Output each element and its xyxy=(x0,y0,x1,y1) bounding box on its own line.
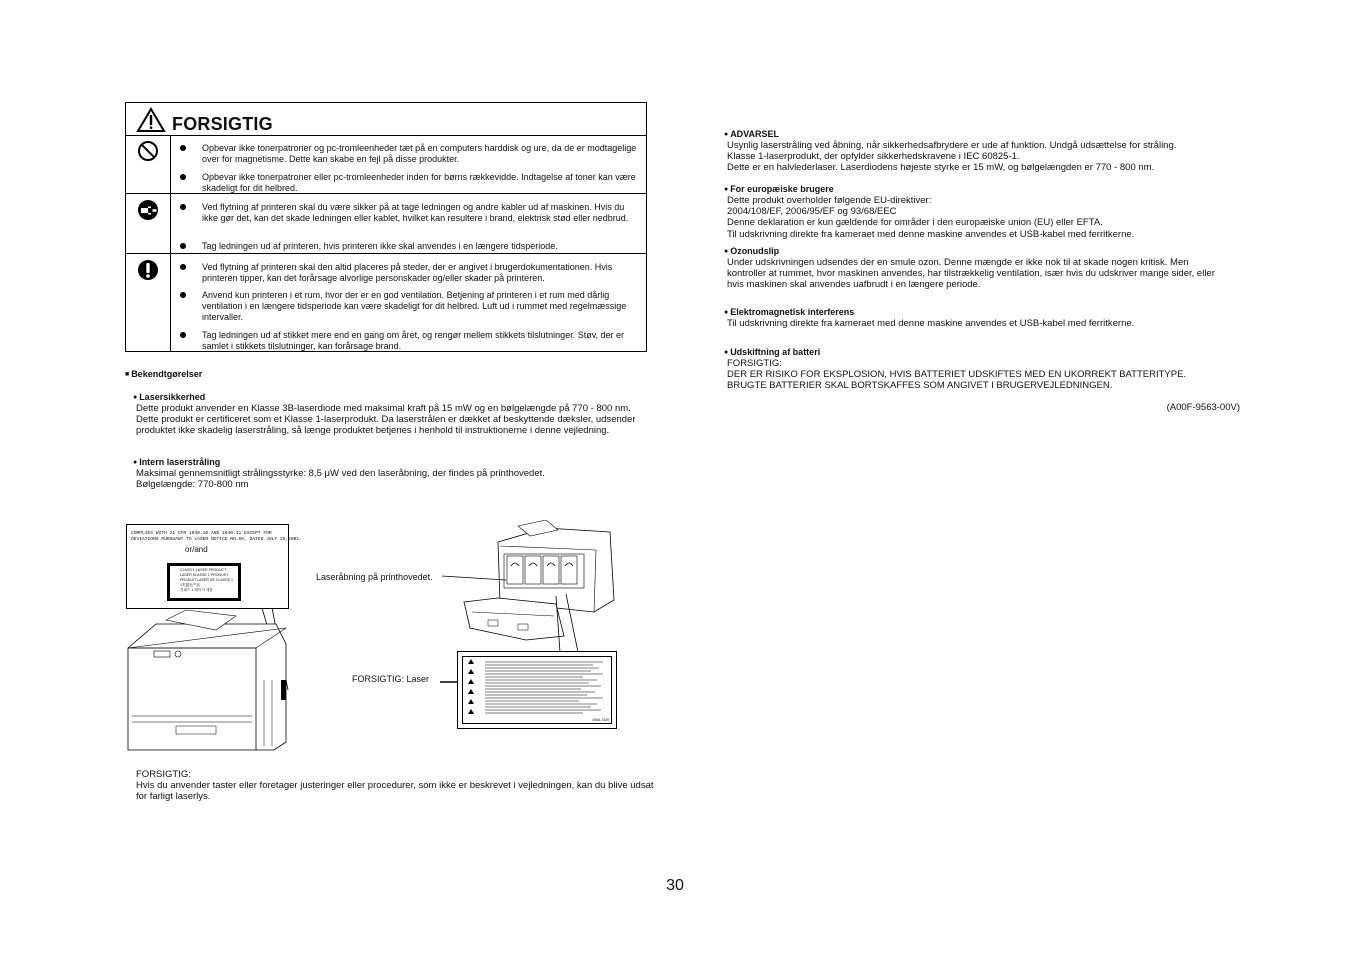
internal-laser-body: Maksimal gennemsnitligt strålingsstyrke: 8,5 μW ved den laseråbning, der findes på printhovedet. Bølgelængde: 770-800 nm xyxy=(136,468,545,491)
emi-heading: ● Elektromagnetisk interferens xyxy=(724,307,854,318)
printer-illustration xyxy=(126,520,626,770)
battery-heading: ● Udskiftning af batteri xyxy=(724,347,820,358)
page-number: 30 xyxy=(666,877,684,894)
laser-safety-body: Dette produkt anvender en Klasse 3B-laserdiode med maksimal kraft på 15 mW og en bølgelængde på 770 - 800 nm. Dette produkt er certificeret som et Klasse 1-laserprodukt. Da laserstrålen er dækket af beskyttende dæksler, udsender produktet ikke skadelig laserstråling, så længe produktet betjenes i henhold til instruktionerne i denne vejledning. xyxy=(136,403,636,437)
caution-title: FORSIGTIG xyxy=(172,114,273,134)
ozone-heading: ● Ozonudslip xyxy=(724,246,779,257)
caution-laser-label: FORSIGTIG: Laser xyxy=(352,674,430,684)
laser-safety-heading: ● Lasersikkerhed xyxy=(133,392,205,403)
battery-body: FORSIGTIG: DER ER RISIKO FOR EKSPLOSION, HVIS BATTERIET UDSKIFTES MED EN UKORREKT BATTERITYPE. BRUGTE BATTERIER SKAL BORTSKAFFES SOM ANGIVET I BRUGERVEJLEDNINGEN. xyxy=(727,358,1187,392)
eu-users-heading: ● For europæiske brugere xyxy=(724,184,834,195)
certification-label: COMPLIES WITH 21 CFR 1040.10 AND 1040.11 EXCEPT FOR DEVIATIONS PURSUANT TO LASER NOTICE NO.50, DATED JULY 26,2001. or/and CLASS 1 LASER PRODUCT LASER KLASSE 1 PRODUKT PRODUIT LASER DE CLASSE 1 1类激光产品 클래스 1 레이저 제품 xyxy=(126,524,289,609)
laser-label-diagram xyxy=(126,520,626,770)
section-title: ■ Bekendtgørelser xyxy=(125,369,203,379)
warning-triangle-icon xyxy=(136,107,166,133)
or-and-label: or/and xyxy=(185,545,208,554)
caution-header xyxy=(126,103,646,136)
laser-warning-label: 4066-7449 xyxy=(457,651,617,729)
caution-row-storage: Opbevar ikke tonerpatroner og pc-tromleenheder tæt på en computers harddisk og ure, da de er modtagelige over for magnetisme. Dette kan skabe en fejl på disse produkter. Opbevar ikke tonerpatroner eller pc-tromleenheder inden for børns rækkevidde. Indtagelse af toner kan være skadeligt for dit helbred. xyxy=(126,135,646,194)
advarsel-body: Usynlig laserstråling ved åbning, når sikkerhedsafbrydere er ude af funktion. Undgå udsættelse for stråling. Klasse 1-laserprodukt, der opfylder sikkerhedskravene i IEC 60825-1. Dette er en halvlederlaser. Laserdiodens højeste styrke er 15 mW, og bølgelængden er 770 - 800 nm. xyxy=(727,140,1177,174)
caution-box xyxy=(125,102,647,352)
unplug-icon xyxy=(137,199,159,221)
emi-body: Til udskrivning direkte fra kameraet med denne maskine anvendes et USB-kabel med ferritkerne. xyxy=(727,318,1135,329)
footer-caution: FORSIGTIG: Hvis du anvender taster eller foretager justeringer eller procedurer, som ikke er beskrevet i vejledningen, kan du blive udsat for farligt laserlys. xyxy=(136,769,654,803)
document-code: (A00F-9563-00V) xyxy=(1166,402,1240,413)
advarsel-heading: ● ADVARSEL xyxy=(724,129,779,140)
class-1-label: CLASS 1 LASER PRODUCT LASER KLASSE 1 PRODUKT PRODUIT LASER DE CLASSE 1 1类激光产品 클래스 1 레이저 제품 xyxy=(167,563,241,601)
exclamation-icon xyxy=(137,259,159,281)
caution-row-unplug: Ved flytning af printeren skal du være sikker på at tage ledningen og andre kabler ud af maskinen. Hvis du ikke gør det, kan det skade ledningen eller kablet, hvilket kan resultere i brand, elektrisk stød eller nedbrud. Tag ledningen ud af printeren, hvis printeren ikke skal anvendes i en længere tidsperiode. xyxy=(126,194,646,254)
prohibition-icon xyxy=(137,140,159,162)
laser-opening-label: Laseråbning på printhovedet. xyxy=(316,572,433,582)
eu-users-body: Dette produkt overholder følgende EU-direktiver: 2004/108/EF, 2006/95/EF og 93/68/EEC Denne deklaration er kun gældende for områder i den europæiske union (EU) eller EFTA. Til udskrivning direkte fra kameraet med denne maskine anvendes et USB-kabel med ferritkerne. xyxy=(727,195,1135,240)
internal-laser-heading: ● Intern laserstråling xyxy=(133,457,220,468)
caution-row-placement: Ved flytning af printeren skal den altid placeres på steder, der er angivet i brugerdokumentationen. Hvis printeren tipper, kan det forårsage alvorlige personskader og/eller skader på printeren. Anvend kun printeren i et rum, hvor der er en god ventilation. Betjening af printeren i et rum med dårlig ventilation i en længere tidsperiode kan være skadeligt for dit helbred. Luft ud i rummet med regelmæssige intervaller. Tag ledningen ud af stikket mere end en gang om året, og rengør mellem stikkets tilslutninger. Støv, der er samlet i stikkets tilslutninger, kan forårsage brand. xyxy=(126,254,646,351)
ozone-body: Under udskrivningen udsendes der en smule ozon. Denne mængde er ikke nok til at skade nogen kritisk. Men kontroller at rummet, hvor maskinen anvendes, har tilstrækkelig ventilation, især hvis du udskriver mange sider, eller hvis maskinen skal anvendes uafbrudt i en længere periode. xyxy=(727,257,1215,291)
